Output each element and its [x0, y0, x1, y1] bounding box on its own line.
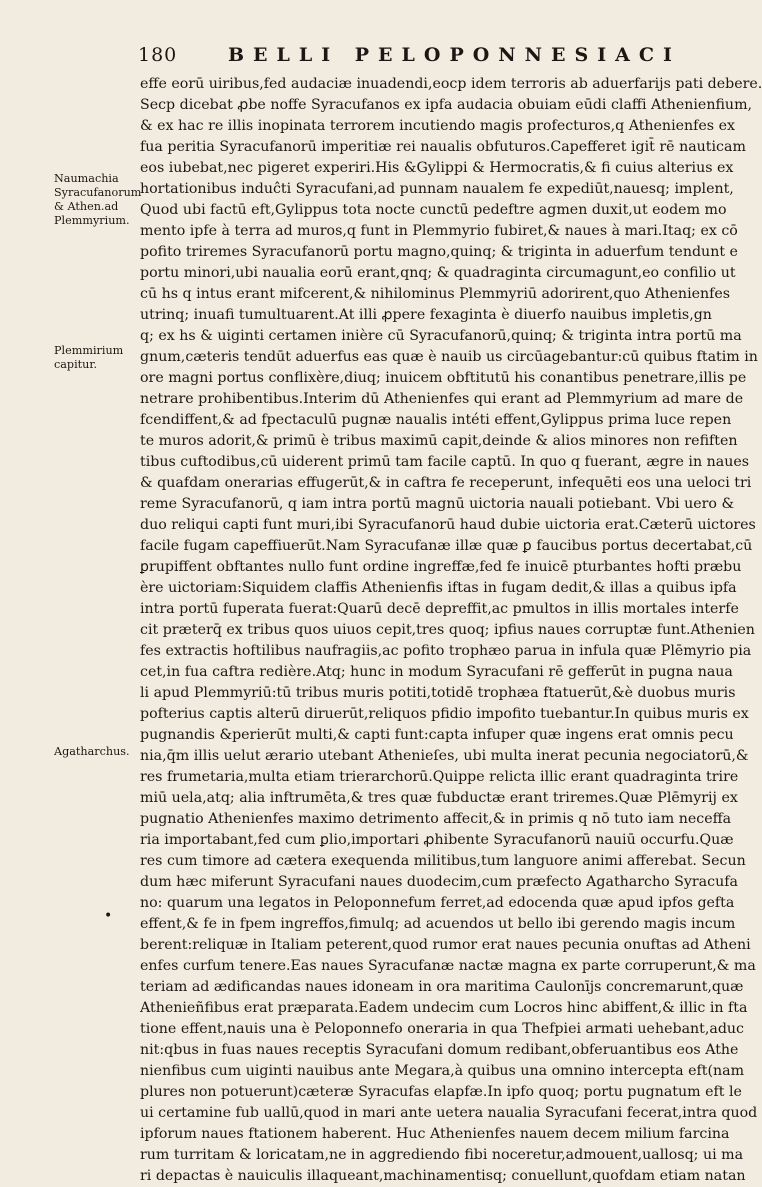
text-line: utrinq; inuafi tumultuarent.At illi ꝓpere fexaginta è diuerfo nauibus impletis,gn: [140, 307, 712, 323]
text-line: mento ipfe à terra ad muros,q funt in Plemmyrio fubiret,& naues à mari.Itaq; ex cō: [140, 223, 738, 239]
text-line: rum turritam & loricatam,ne in aggrediendo fibi noceretur,admouent,uallosq; ui ma: [140, 1147, 744, 1163]
text-line: fua peritia Syracufanorū imperitiæ rei naualis obfuturos.Capefferet igit̄ rē nauticam: [140, 139, 746, 155]
text-line: dum hæc miferunt Syracufani naues duodecim,cum præfecto Agatharcho Syracufa: [140, 874, 738, 890]
text-line: cet,in fua caftra redière.Atq; hunc in modum Syracufani rē gefferūt in pugna naua: [140, 664, 733, 680]
text-line: cit præterq̄ ex tribus quos uiuos cepit,tres quoq; ipfius naues corruptæ funt.Athenien: [140, 622, 755, 638]
text-line: & quafdam onerarias effugerūt,& in caftra fe receperunt, infequēti eos una ueloci tri: [140, 475, 752, 491]
text-line: ria importabant,fed cum ꝑlio,importari ꝓhibente Syracufanorū nauiū occurfu.Quæ: [140, 832, 734, 848]
margin-note-line: Syracufanorum: [54, 186, 142, 199]
text-line: & ex hac re illis inopinata terrorem incutiendo magis profecturos,q Athenienfes ex: [140, 118, 735, 134]
text-line: ère uictoriam:Siquidem claffis Athenienfis iftas in fugam dedit,& illas a quibus ipfa: [140, 580, 737, 596]
margin-note-line: Agatharchus.: [54, 745, 130, 758]
margin-note-line: Plemmirium: [54, 344, 124, 357]
text-line: effe eorū uiribus,fed audaciæ inuadendi,eocp idem terroris ab aduerfarijs pati debere.: [140, 76, 762, 92]
text-line: pofito triremes Syracufanorū portu magno,quinq; & triginta in aduerfum tendunt e: [140, 244, 738, 260]
text-line: ipforum naues ftationem haberent. Huc Athenienfes nauem decem milium farcina: [140, 1126, 730, 1142]
text-line: berent:reliquæ in Italiam peterent,quod rumor erat naues pecunia onuftas ad Atheni: [140, 937, 751, 953]
text-line: netrare prohibentibus.Interim dū Athenienfes qui erant ad Plemmyrium ad mare de: [140, 391, 744, 407]
text-line: facile fugam capeffiuerūt.Nam Syracufanæ illæ quæ ꝑ faucibus portus decertabat,cū: [140, 538, 753, 554]
text-line: portu minori,ubi naualia eorū erant,qnq; & quadraginta circumagunt,eo confilio ut: [140, 265, 736, 281]
margin-note-agatharchus: [54, 745, 130, 759]
running-header: BELLI PELOPONNESIACI: [228, 44, 681, 66]
text-line: fcendiffent,& ad fpectaculū pugnæ naualis intéti effent,Gylippus prima luce repen: [140, 412, 732, 428]
text-line: ui certamine fub uallū,quod in mari ante uetera naualia Syracufani fecerat,intra quod: [140, 1105, 758, 1121]
text-line: intra portū fuperata fuerat:Quarū decē depreffit,ac pmultos in illis mortales interfe: [140, 601, 739, 617]
text-line: plures non potuerunt)cæteræ Syracufas elapfæ.In ipfo quoq; portu pugnatum eft le: [140, 1084, 742, 1100]
margin-note-line: Plemmyrium.: [54, 214, 130, 227]
text-line: q; ex hs & uiginti certamen inière cū Syracufanorū,quinq; & triginta intra portū ma: [140, 328, 742, 344]
text-line: nit:qbus in fuas naues receptis Syracufani domum redibant,obferuantibus eos Athe: [140, 1042, 739, 1058]
text-line: ri depactas è nauiculis illaqueant,machinamentisq; conuellunt,quofdam etiam natan: [140, 1168, 746, 1184]
margin-note-line: capitur.: [54, 358, 98, 371]
margin-note-line: & Athen.ad: [54, 200, 119, 213]
text-line: effent,& fe in fpem ingreffos,fimulq; ad acuendos ut bello ibi gerendo magis incum: [140, 916, 736, 932]
text-line: no: quarum una legatos in Peloponnefum ferret,ad edocenda quæ apud ipfos gefta: [140, 895, 735, 911]
text-line: nienfibus cum uiginti nauibus ante Megara,à quibus una omnino intercepta eft(nam: [140, 1063, 745, 1079]
main-text: [140, 74, 762, 1187]
text-line: cū hs q intus erant mifcerent,& nihilominus Plemmyriū adorirent,quo Athenienfes: [140, 286, 731, 302]
text-line: gnum,cæteris tendūt aduerfus eas quæ è nauib us circūagebantur:cū quibus ftatim in: [140, 349, 758, 365]
margin-note-plemmirium: [54, 344, 123, 372]
margin-note-line: Naumachia: [54, 172, 119, 185]
text-line: pofterius captis alterū diruerūt,reliquos pfidio impofito tuebantur.In quibus muris ex: [140, 706, 749, 722]
text-line: duo reliqui capti funt muri,ibi Syracufanorū haud dubie uictoria erat.Cæterū uictores: [140, 517, 756, 533]
text-line: res cum timore ad cætera exequenda militibus,tum languore animi afferebat. Secun: [140, 853, 746, 869]
text-line: tibus cuftodibus,cū uiderent primū tam facile captū. In quo q fuerant, ægre in naues: [140, 454, 750, 470]
text-line: enfes curfum tenere.Eas naues Syracufanæ nactæ magna ex parte corruperunt,& ma: [140, 958, 756, 974]
text-line: res frumetaria,multa etiam trierarchorū.Quippe relicta illic erant quadraginta trire: [140, 769, 739, 785]
text-line: teriam ad ædificandas naues idoneam in ora maritima Caulonījs concremarunt,quæ: [140, 979, 744, 995]
text-line: Quod ubi factū eft,Gylippus tota nocte cunctū pedeftre agmen duxit,ut eodem mo: [140, 202, 727, 218]
margin-dot-mark: •: [104, 908, 113, 924]
page-number: 180: [138, 44, 178, 66]
text-line: li apud Plemmyriū:tū tribus muris potiti,totidē trophæa ftatuerūt,&è duobus muris: [140, 685, 736, 701]
text-line: miū uela,atq; alia inftrumēta,& tres quæ fubductæ erant triremes.Quæ Plēmyrij ex: [140, 790, 738, 806]
text-line: nia,q̄m illis uelut ærario utebant Athenieſes, ubi multa inerat pecunia negociatorū,&: [140, 748, 749, 764]
text-line: eos iubebat,nec pigeret experiri.His &Gylippi & Hermocratis,& fi cuius alterius ex: [140, 160, 734, 176]
text-line: fes extractis hoftilibus naufragiis,ac pofito trophæo parua in infula quæ Plēmyrio pia: [140, 643, 752, 659]
text-line: pugnandis &perierūt multi,& capti funt:capta infuper quæ ingens erat omnis pecu: [140, 727, 734, 743]
text-line: ꝑrupiffent obftantes nullo funt ordine ingreffæ,fed fe inuicē pturbantes hofti præbu: [140, 559, 742, 575]
text-line: Athenieñfibus erat præparata.Eadem undecim cum Locros hinc abiffent,& illic in fta: [140, 1000, 748, 1016]
text-line: tione effent,nauis una è Peloponnefo oneraria in qua Thefpiei armati uehebant,aduc: [140, 1021, 745, 1037]
text-line: te muros adorit,& primū è tribus maximū capit,deinde & alios minores non refiften: [140, 433, 738, 449]
text-line: ore magni portus conflixère,diuq; inuicem obftitutū his conantibus penetrare,illis pe: [140, 370, 747, 386]
text-line: hortationibus induĉti Syracufani,ad punnam naualem fe expediūt,nauesq; implent,: [140, 181, 734, 197]
text-line: pugnatio Athenienfes maximo detrimento affecit,& in primis q nō tuto iam neceffa: [140, 811, 732, 827]
margin-note-naumachia: [54, 172, 141, 228]
text-line: Secp dicebat ꝓbe noffe Syracufanos ex ipfa audacia obuiam eūdi claffi Athenienfium,: [140, 97, 753, 113]
text-line: reme Syracufanorū, q iam intra portū magnū uictoria nauali potiebant. Vbi uero &: [140, 496, 735, 512]
